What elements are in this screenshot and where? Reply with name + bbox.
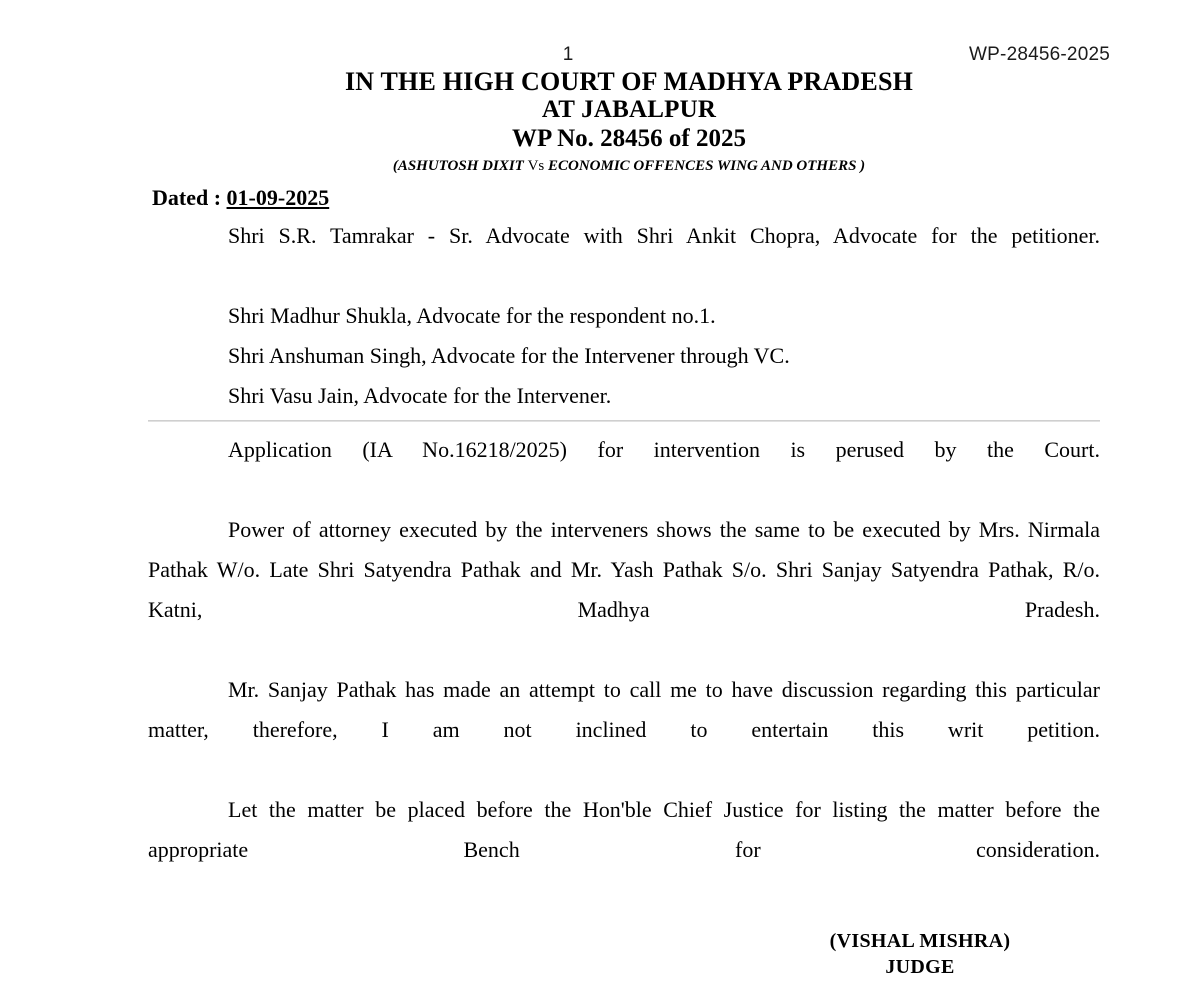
dated-label: Dated : — [152, 185, 227, 210]
page-number: 1 — [562, 44, 574, 65]
court-heading-block — [148, 68, 1110, 177]
signature-block — [700, 928, 1140, 980]
order-paragraph: Application (IA No.16218/2025) for intervention is perused by the Court. — [228, 437, 1100, 462]
court-name-line: IN THE HIGH COURT OF MADHYA PRADESH — [344, 67, 914, 96]
judge-designation: JUDGE — [885, 956, 955, 978]
parties-close-paren: ) — [860, 158, 866, 174]
parties-open-paren: ( — [392, 158, 398, 174]
petitioner-name: ASHUTOSH DIXIT — [397, 158, 524, 174]
case-number-line: WP No. 28456 of 2025 — [511, 125, 747, 152]
respondent-name: ECONOMIC OFFENCES WING AND OTHERS — [548, 158, 857, 174]
dated-line — [152, 184, 329, 212]
case-reference-stamp: WP-28456-2025 — [969, 44, 1110, 65]
appearance-line: Shri S.R. Tamrakar - Sr. Advocate with Shri Ankit Chopra, Advocate for the petitioner. — [228, 223, 1100, 248]
judge-name: (VISHAL MISHRA) — [829, 930, 1011, 952]
order-body-block — [148, 430, 1100, 910]
parties-line — [148, 155, 1110, 177]
order-paragraph: Let the matter be placed before the Hon'ble Chief Justice for listing the matter before the appropriate Bench for consideration. — [148, 797, 1100, 862]
court-seat-line: AT JABALPUR — [541, 96, 717, 123]
page-stamp-header — [148, 42, 1110, 68]
order-paragraph: Power of attorney executed by the interveners shows the same to be executed by Mrs. Nirmala Pathak W/o. Late Shri Satyendra Pathak and Mr. Yash Pathak S/o. Shri Sanjay Satyendra Pathak, R/o. Katni, Madhya Pradesh. — [148, 517, 1100, 622]
section-divider — [148, 420, 1100, 422]
order-date: 01-09-2025 — [226, 185, 330, 210]
versus-label: Vs — [527, 158, 545, 174]
appearance-line: Shri Anshuman Singh, Advocate for the Intervener through VC. — [228, 343, 790, 368]
appearance-line: Shri Madhur Shukla, Advocate for the respondent no.1. — [228, 303, 716, 328]
order-paragraph: Mr. Sanjay Pathak has made an attempt to call me to have discussion regarding this particular matter, therefore, I am not inclined to entertain this writ petition. — [148, 677, 1100, 742]
appearances-block — [148, 216, 1100, 416]
appearance-line: Shri Vasu Jain, Advocate for the Intervener. — [228, 383, 612, 408]
